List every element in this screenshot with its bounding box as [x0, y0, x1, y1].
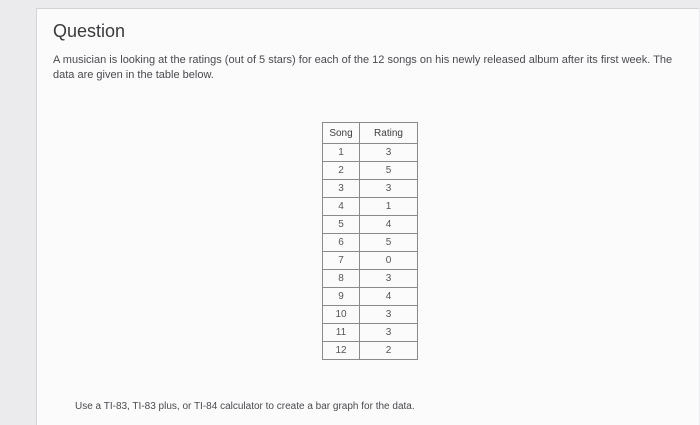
table-row	[323, 342, 418, 360]
song-cell: 10	[323, 306, 360, 324]
rating-cell: 3	[360, 306, 418, 324]
song-cell: 1	[323, 144, 360, 162]
rating-column-header: Rating	[360, 123, 418, 144]
song-cell: 4	[323, 198, 360, 216]
table-row	[323, 180, 418, 198]
song-cell: 3	[323, 180, 360, 198]
table-header-row	[323, 123, 418, 144]
song-cell: 8	[323, 270, 360, 288]
rating-cell: 4	[360, 288, 418, 306]
rating-cell: 3	[360, 144, 418, 162]
song-cell: 2	[323, 162, 360, 180]
song-cell: 9	[323, 288, 360, 306]
table-row	[323, 216, 418, 234]
table-row	[323, 252, 418, 270]
song-column-header: Song	[323, 123, 360, 144]
rating-cell: 5	[360, 234, 418, 252]
song-cell: 11	[323, 324, 360, 342]
rating-cell: 1	[360, 198, 418, 216]
rating-cell: 3	[360, 180, 418, 198]
table-row	[323, 234, 418, 252]
song-cell: 7	[323, 252, 360, 270]
rating-cell: 3	[360, 324, 418, 342]
table-row	[323, 162, 418, 180]
song-cell: 6	[323, 234, 360, 252]
rating-cell: 4	[360, 216, 418, 234]
table-row	[323, 270, 418, 288]
rating-cell: 3	[360, 270, 418, 288]
rating-cell: 0	[360, 252, 418, 270]
table-row	[323, 144, 418, 162]
song-cell: 12	[323, 342, 360, 360]
question-prompt: A musician is looking at the ratings (out of 5 stars) for each of the 12 songs on his newly released album after its first week. The data are given in the table below.	[53, 54, 673, 81]
table-row	[323, 198, 418, 216]
table-row	[323, 306, 418, 324]
rating-cell: 2	[360, 342, 418, 360]
table-row	[323, 288, 418, 306]
question-title: Question	[53, 21, 126, 41]
ratings-table	[322, 122, 418, 360]
rating-cell: 5	[360, 162, 418, 180]
table-row	[323, 324, 418, 342]
question-instruction: Use a TI-83, TI-83 plus, or TI-84 calculator to create a bar graph for the data.	[75, 401, 415, 412]
table-body	[323, 144, 418, 360]
song-cell: 5	[323, 216, 360, 234]
question-card	[36, 8, 699, 425]
